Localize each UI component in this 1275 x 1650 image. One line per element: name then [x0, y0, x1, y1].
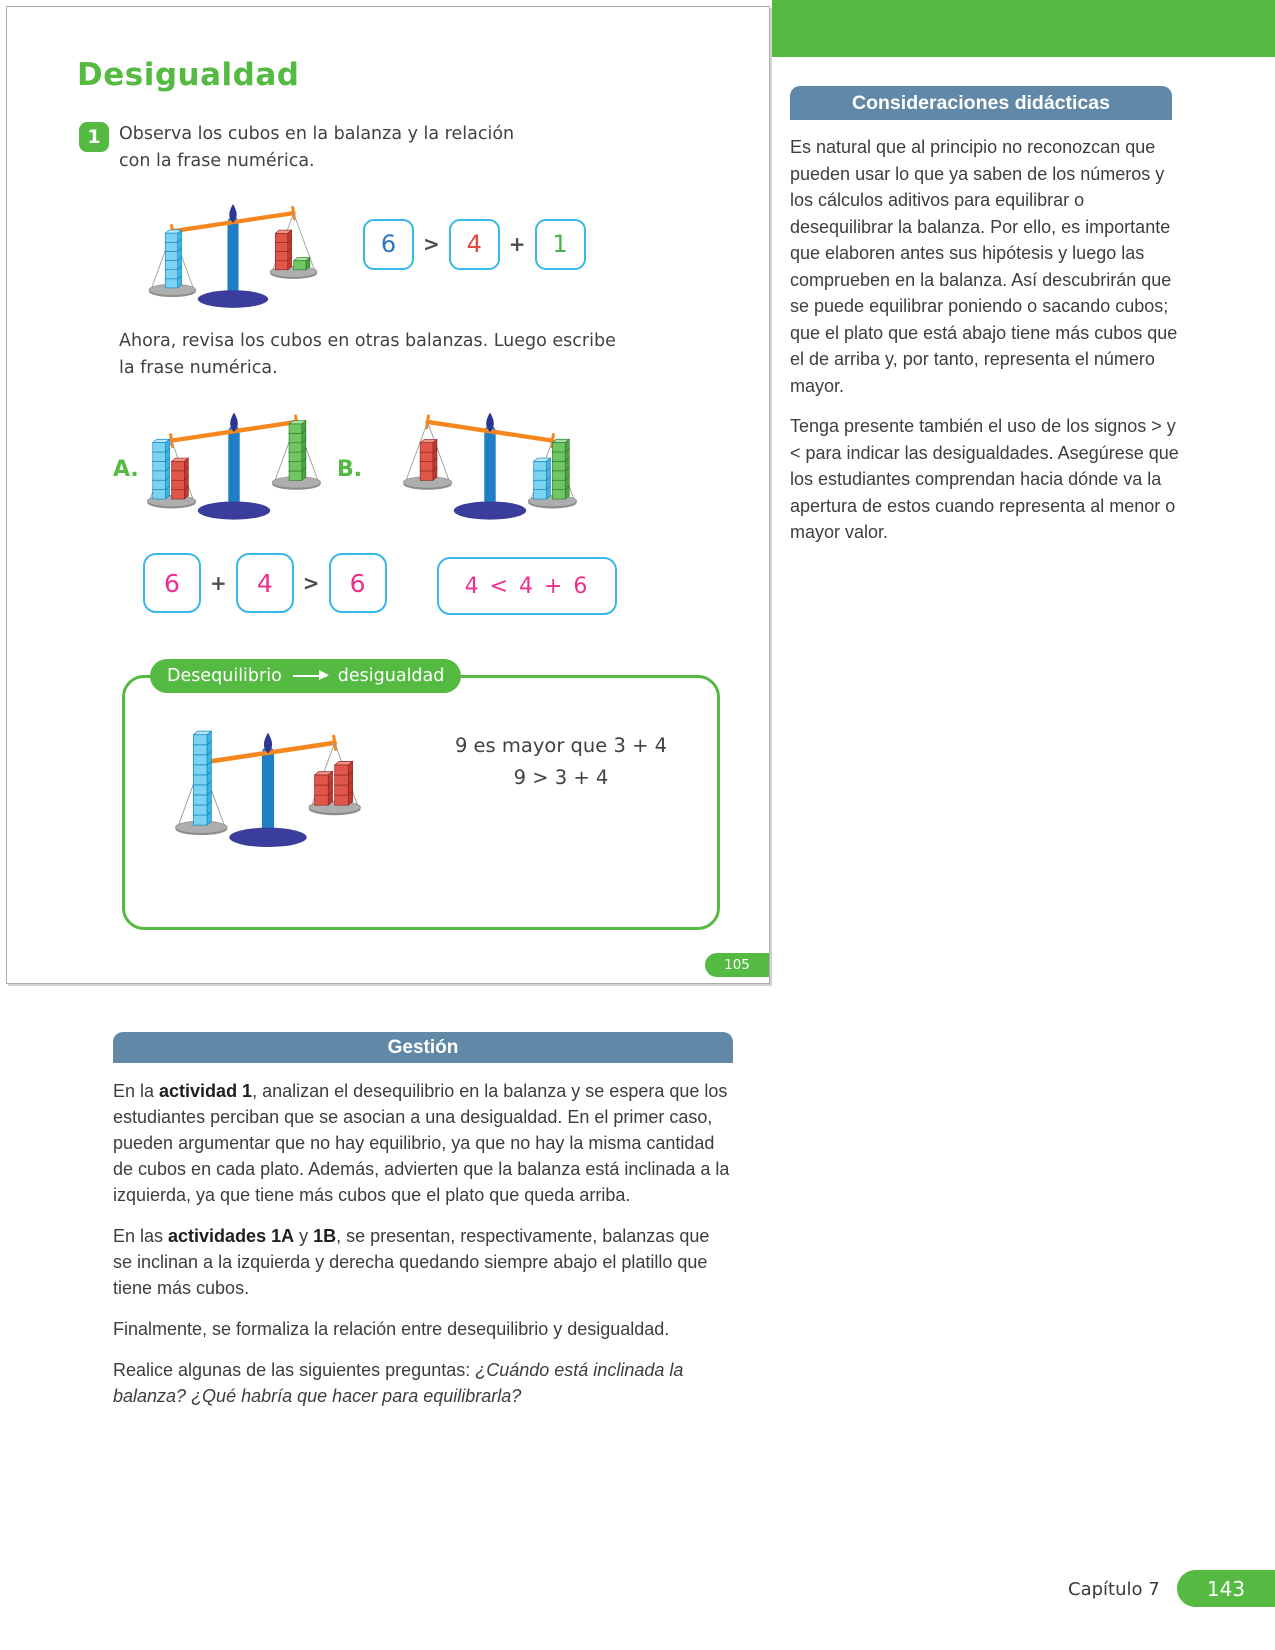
sidebar-didactic-notes — [790, 134, 1184, 560]
balance-scale-illustration-a — [133, 395, 335, 528]
gestion-paragraph — [113, 1078, 733, 1208]
instruction2-line1: Ahora, revisa los cubos en otras balanzas. Luego escribe — [119, 331, 616, 351]
equation-b: 4 < 4 + 6 — [437, 557, 617, 615]
equation-operator: > — [302, 571, 320, 595]
text-run: actividad 1 — [159, 1081, 253, 1101]
text-run: 1B — [313, 1226, 337, 1246]
equation-number-box: 4 — [236, 553, 294, 613]
text-run: Realice algunas de las siguientes preguntas: — [113, 1360, 476, 1380]
gestion-header: Gestión — [113, 1032, 733, 1063]
equation-number-box: 4 — [449, 219, 500, 270]
activity-instruction-line2: con la frase numérica. — [119, 151, 315, 171]
equation-intro — [363, 219, 586, 269]
text-run: , analizan el desequilibrio en la balanza y se espera que los estudiantes perciban que se asocian a una desigualdad. En el primer caso, pueden argumentar que no hay equilibrio, ya que no hay la misma cantidad de cubos en cada plato. Además, advierten que la balanza está inclinada a la izquierda, ya que tiene más cubos que el plato que queda arriba. — [113, 1081, 730, 1205]
concept-example-text — [425, 730, 697, 794]
equation-number-box: 1 — [535, 219, 586, 270]
student-page-number-badge: 105 — [705, 953, 769, 977]
equation-operator: + — [508, 232, 526, 256]
concept-line2: 9 > 3 + 4 — [513, 766, 609, 789]
activity-number-badge: 1 — [79, 122, 109, 152]
concept-header-right: desigualdad — [337, 666, 445, 686]
label-balance-b: B. — [337, 457, 363, 482]
concept-box — [122, 675, 720, 930]
instruction2-line2: la frase numérica. — [119, 358, 278, 378]
chapter-label: Capítulo 7 — [1068, 1579, 1160, 1600]
page-title: Desigualdad — [77, 57, 300, 93]
text-run: actividades 1A — [168, 1226, 295, 1246]
top-green-band — [772, 0, 1275, 57]
arrow-right-icon — [293, 675, 327, 678]
equation-operator: > — [423, 232, 440, 256]
text-run: y — [294, 1226, 314, 1246]
text-run: Finalmente, se formaliza la relación entre desequilibrio y desigualdad. — [113, 1319, 670, 1339]
equation-number-box: 6 — [329, 553, 387, 613]
gestion-paragraph — [113, 1223, 733, 1301]
equation-number-box: 6 — [363, 219, 414, 270]
concept-header-left: Desequilibrio — [167, 666, 282, 686]
text-run: ¿Cuándo está inclinada la balanza? ¿Qué habría que hacer para equilibrarla? — [113, 1360, 684, 1406]
balance-scale-illustration-b — [389, 395, 591, 528]
equation-operator: + — [210, 571, 227, 595]
text-run: , se presentan, respectivamente, balanzas que se inclinan a la izquierda y derecha quedando siempre abajo el platillo que tiene más cubos. — [113, 1226, 710, 1298]
gestion-paragraph — [113, 1357, 733, 1409]
text-run: En la — [113, 1081, 160, 1101]
sidebar-paragraph: Tenga presente también el uso de los signos > y < para indicar las desigualdades. Asegúrese que los estudiantes comprendan hacia dónde va la apertura de estos cuando representa al menor o mayor valor. — [790, 416, 1179, 542]
balance-scale-illustration-example — [160, 714, 376, 856]
concept-line1: 9 es mayor que 3 + 4 — [454, 734, 668, 757]
balance-scale-illustration-intro — [135, 187, 331, 316]
equation-a — [143, 555, 387, 611]
label-balance-a: A. — [113, 457, 139, 482]
concept-box-header — [150, 659, 461, 693]
student-page-card — [6, 6, 770, 984]
text-run: En las — [113, 1226, 169, 1246]
gestion-section — [113, 1032, 733, 1421]
sidebar-paragraph: Es natural que al principio no reconozcan que pueden usar lo que ya saben de los números y los cálculos aditivos para equilibrar o desequilibrar la balanza. Por ello, es importante que elaboren antes sus hipótesis y luego las comprueben en la balanza. Así descubrirán que se puede equilibrar poniendo o sacando cubos; que el plato que está abajo tiene más cubos que el de arriba y, por tanto, representa el número mayor. — [790, 137, 1178, 396]
gestion-paragraph — [113, 1316, 733, 1342]
equation-number-box: 6 — [143, 553, 201, 613]
sidebar-header: Consideraciones didácticas — [790, 86, 1172, 120]
page-number-pill: 143 — [1177, 1570, 1275, 1607]
activity-instruction-line1: Observa los cubos en la balanza y la relación — [119, 124, 515, 144]
